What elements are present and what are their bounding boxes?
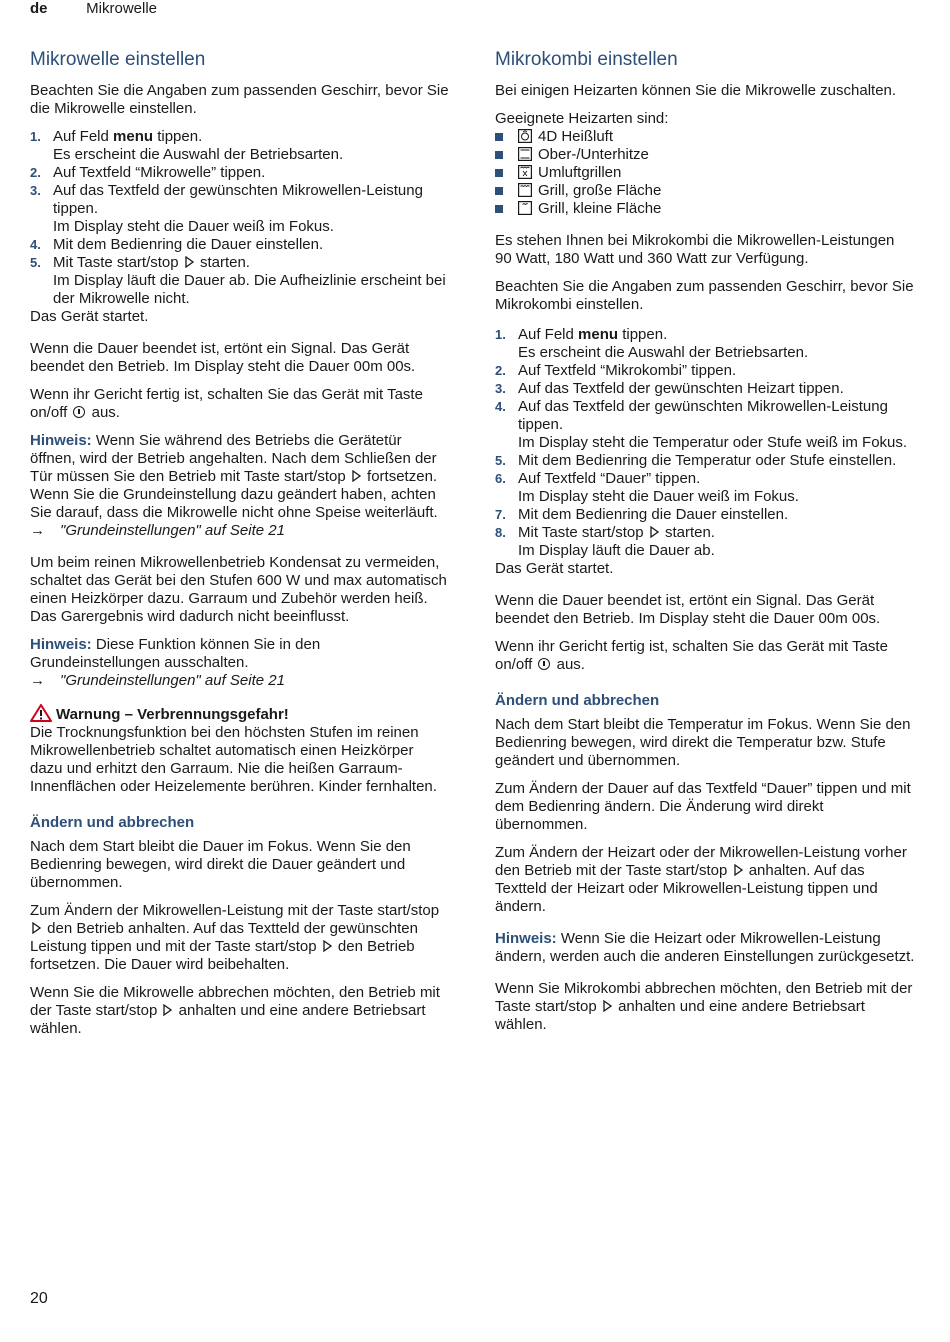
list-item: Grill, große Fläche <box>495 182 915 200</box>
start-stop-icon <box>650 526 659 538</box>
right-device-starts: Das Gerät startet. <box>495 560 614 577</box>
left-change-1: Nach dem Start bleibt die Dauer im Fokus. Wenn Sie den Bedienring bewegen, wird direkt die Dauer geändert und übernommen. <box>30 838 411 891</box>
list-item: 4D Heißluft <box>495 128 915 146</box>
left-done: Wenn ihr Gericht fertig ist, schalten Sie das Gerät mit Taste on/off aus. <box>30 386 423 421</box>
list-item: Grill, kleine Fläche <box>495 200 915 218</box>
warning-box <box>30 704 450 796</box>
cross-reference-link[interactable]: "Grundeinstellungen" auf Seite 21 <box>60 522 285 539</box>
right-end-signal: Wenn die Dauer beendet ist, ertönt ein Signal. Das Gerät beendet den Betrieb. Im Display steht die Dauer 00m 00s. <box>495 592 881 627</box>
grill-small-icon <box>518 201 532 215</box>
right-change-1: Nach dem Start bleibt die Temperatur im Fokus. Wenn Sie den Bedienring bewegen, wird direkt die Temperatur bzw. Stufe geändert und übernommen. <box>495 716 911 769</box>
start-stop-icon <box>185 256 194 268</box>
circulating-grill-icon <box>518 165 532 179</box>
start-stop-icon <box>352 470 361 482</box>
modes-intro: Geeignete Heizarten sind: <box>495 110 669 127</box>
start-stop-icon <box>603 1000 612 1012</box>
grill-large-icon <box>518 183 532 197</box>
right-done: Wenn ihr Gericht fertig ist, schalten Sie das Gerät mit Taste on/off aus. <box>495 638 888 673</box>
left-subsection-title: Ändern und abbrechen <box>30 814 195 831</box>
list-item: Umluftgrillen <box>495 164 915 182</box>
left-hint-1: Hinweis: Wenn Sie während des Betriebs die Gerätetür öffnen, wird der Betrieb angehalten. Nach dem Schließen der Tür müssen Sie den Betrieb mit Taste start/stop fortsetzen. Wenn Sie die Grundeinstellung dazu geändert haben, achten Sie darauf, dass die Mikrowelle nicht ohne Speise weiterläuft. → "Grundeinstellungen" auf Seite 21 <box>30 432 438 539</box>
right-column <box>495 48 915 1044</box>
warning-triangle-icon <box>30 704 52 722</box>
language-code: de <box>30 0 48 17</box>
left-device-starts: Das Gerät startet. <box>30 308 149 325</box>
list-item: 2. Auf Textfeld “Mikrokombi” tippen. <box>495 362 737 379</box>
right-change-3: Zum Ändern der Heizart oder der Mikrowellen-Leistung vorher den Betrieb mit der Taste start/stop anhalten. Auf das Textteld der Heizart oder Mikrowellen-Leistung tippen und ändern. <box>495 844 907 915</box>
list-item: 2. Auf Textfeld “Mikrowelle” tippen. <box>30 164 266 181</box>
hot-air-4d-icon <box>518 129 532 143</box>
left-section-title: Mikrowelle einstellen <box>30 49 206 70</box>
right-steps <box>495 326 915 560</box>
right-intro: Bei einigen Heizarten können Sie die Mikrowelle zuschalten. <box>495 82 897 99</box>
start-stop-icon <box>32 922 41 934</box>
page-header <box>30 0 157 20</box>
top-bottom-heat-icon <box>518 147 532 161</box>
start-stop-icon <box>323 940 332 952</box>
arrow-right-icon: → <box>30 672 45 689</box>
list-item: 8. Mit Taste start/stop starten. Im Display läuft die Dauer ab. <box>495 524 715 559</box>
right-hint: Hinweis: Wenn Sie die Heizart oder Mikrowellen-Leistung ändern, werden auch die anderen Einstellungen zurückgesetzt. <box>495 930 915 965</box>
right-change-2: Zum Ändern der Dauer auf das Textfeld “Dauer” tippen und mit dem Bedienring ändern. Die Änderung wird direkt übernommen. <box>495 780 911 833</box>
list-item: 3. Auf das Textfeld der gewünschten Heizart tippen. <box>495 380 844 397</box>
cross-reference-link[interactable]: "Grundeinstellungen" auf Seite 21 <box>60 672 285 689</box>
left-intro: Beachten Sie die Angaben zum passenden Geschirr, bevor Sie die Mikrowelle einstellen. <box>30 82 449 117</box>
arrow-right-icon: → <box>30 522 45 539</box>
list-item: 3. Auf das Textfeld der gewünschten Mikrowellen-Leistung tippen. Im Display steht die Dauer weiß im Fokus. <box>30 182 423 235</box>
right-power: Es stehen Ihnen bei Mikrokombi die Mikrowellen-Leistungen 90 Watt, 180 Watt und 360 Watt zur Verfügung. <box>495 232 895 267</box>
left-column <box>30 48 450 1048</box>
right-cancel: Wenn Sie Mikrokombi abbrechen möchten, den Betrieb mit der Taste start/stop anhalten und eine andere Betriebsart wählen. <box>495 980 913 1033</box>
right-section-title: Mikrokombi einstellen <box>495 49 678 70</box>
on-off-icon <box>538 658 550 670</box>
left-steps <box>30 128 450 308</box>
on-off-icon <box>73 406 85 418</box>
warning-title: Warnung – Verbrennungsgefahr! <box>56 706 289 723</box>
right-dishes: Beachten Sie die Angaben zum passenden Geschirr, bevor Sie Mikrokombi einstellen. <box>495 278 914 313</box>
left-condensate: Um beim reinen Mikrowellenbetrieb Kondensat zu vermeiden, schaltet das Gerät bei den Stufen 600 W und max automatisch einen Heizkörper dazu. Garraum und Zubehör werden heiß. Das Garergebnis wird dadurch nicht beeinflusst. <box>30 554 447 625</box>
list-item: 1. Auf Feld menu tippen. Es erscheint die Auswahl der Betriebsarten. <box>30 128 344 163</box>
right-subsection-title: Ändern und abbrechen <box>495 692 660 709</box>
list-item: 5. Mit Taste start/stop starten. Im Display läuft die Dauer ab. Die Aufheizlinie erscheint bei der Mikrowelle nicht. <box>30 254 446 307</box>
warning-text: Die Trocknungsfunktion bei den höchsten Stufen im reinen Mikrowellenbetrieb schaltet automatisch einen Heizkörper dazu und erhitzt den Garraum. Nie die heißen Garraum-Innenflächen oder Heizelemente berühren. Kinder fernhalten. <box>30 724 437 795</box>
left-change-2: Zum Ändern der Mikrowellen-Leistung mit der Taste start/stop den Betrieb anhalten. Auf das Textteld der gewünschten Leistung tippen und mit der Taste start/stop den Betrieb fortsetzen. Die Dauer wird beibehalten. <box>30 902 440 973</box>
section-name: Mikrowelle <box>86 0 158 17</box>
list-item: 7. Mit dem Bedienring die Dauer einstellen. <box>495 506 789 523</box>
list-item: 5. Mit dem Bedienring die Temperatur oder Stufe einstellen. <box>495 452 897 469</box>
left-end-signal: Wenn die Dauer beendet ist, ertönt ein Signal. Das Gerät beendet den Betrieb. Im Display steht die Dauer 00m 00s. <box>30 340 416 375</box>
start-stop-icon <box>734 864 743 876</box>
left-cancel: Wenn Sie die Mikrowelle abbrechen möchten, den Betrieb mit der Taste start/stop anhalten und eine andere Betriebsart wählen. <box>30 984 440 1037</box>
list-item: 1. Auf Feld menu tippen. Es erscheint die Auswahl der Betriebsarten. <box>495 326 809 361</box>
list-item: Ober-/Unterhitze <box>495 146 915 164</box>
heating-modes-list <box>495 128 915 218</box>
left-hint-2: Hinweis: Diese Funktion können Sie in den Grundeinstellungen ausschalten. → "Grundeinstellungen" auf Seite 21 <box>30 636 321 689</box>
list-item: 6. Auf Textfeld “Dauer” tippen. Im Display steht die Dauer weiß im Fokus. <box>495 470 799 505</box>
page-number: 20 <box>30 1290 48 1307</box>
start-stop-icon <box>163 1004 172 1016</box>
list-item: 4. Auf das Textfeld der gewünschten Mikrowellen-Leistung tippen. Im Display steht die Temperatur oder Stufe weiß im Fokus. <box>495 398 908 451</box>
list-item: 4. Mit dem Bedienring die Dauer einstellen. <box>30 236 324 253</box>
